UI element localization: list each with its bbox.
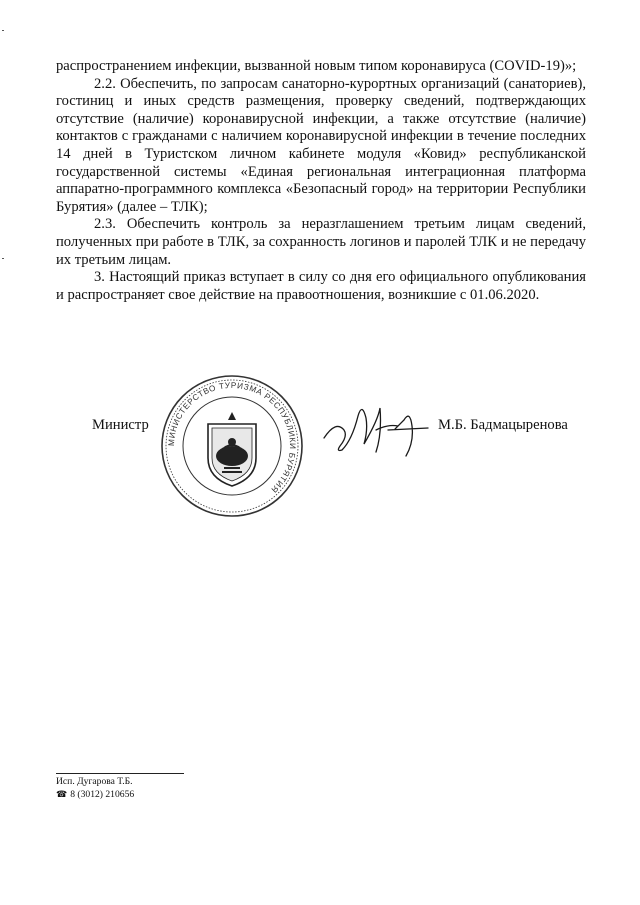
paragraph-3: 3. Настоящий приказ вступает в силу со дня его официального опубликования и распространяет свое действие на правоотношения, возникшие с 01.06.2020. <box>56 269 586 303</box>
handwritten-signature <box>318 390 438 460</box>
footer-executor-info <box>56 776 134 801</box>
phone-icon: ☎ <box>56 789 68 800</box>
paragraph-2-2: 2.2. Обеспечить, по запросам санаторно-курортных организаций (санаториев), гостиниц и иных средств размещения, проверку сведений, подтверждающих отсутствие (наличие) коронавирусной инфекции, а также отсутствие (наличие) контактов с гражданами с наличием коронавирусной инфекции в течение последних 14 дней в Туристском личном кабинете модуля «Ковид» республиканской государственной системы «Единая региональная интеграционная платформа аппаратно-программного комплекса «Безопасный город» на территории Республики Бурятия» (далее – ТЛК); <box>56 75 586 215</box>
paragraph-continuation: распространением инфекции, вызванной новым типом коронавируса (COVID-19)»; <box>56 58 577 74</box>
scan-mark <box>2 258 4 259</box>
executor-name: Исп. Дугарова Т.Б. <box>56 776 133 787</box>
seal-text: МИНИСТЕРСТВО ТУРИЗМА РЕСПУБЛИКИ БУРЯТИЯ <box>166 380 298 495</box>
paragraph-2-3: 2.3. Обеспечить контроль за неразглашением третьим лицам сведений, полученных при работе в ТЛК, за сохранность логинов и паролей ТЛК и не передачу их третьим лицам. <box>56 216 586 268</box>
footer-divider <box>56 773 184 774</box>
signature-block <box>0 372 640 532</box>
signer-title: Министр <box>92 417 149 433</box>
executor-phone: 8 (3012) 210656 <box>70 788 135 800</box>
document-body <box>56 58 586 304</box>
executor-phone-line <box>56 789 134 802</box>
official-seal-icon <box>158 372 306 520</box>
signer-name: М.Б. Бадмацыренова <box>438 417 568 433</box>
scan-mark <box>2 30 4 31</box>
